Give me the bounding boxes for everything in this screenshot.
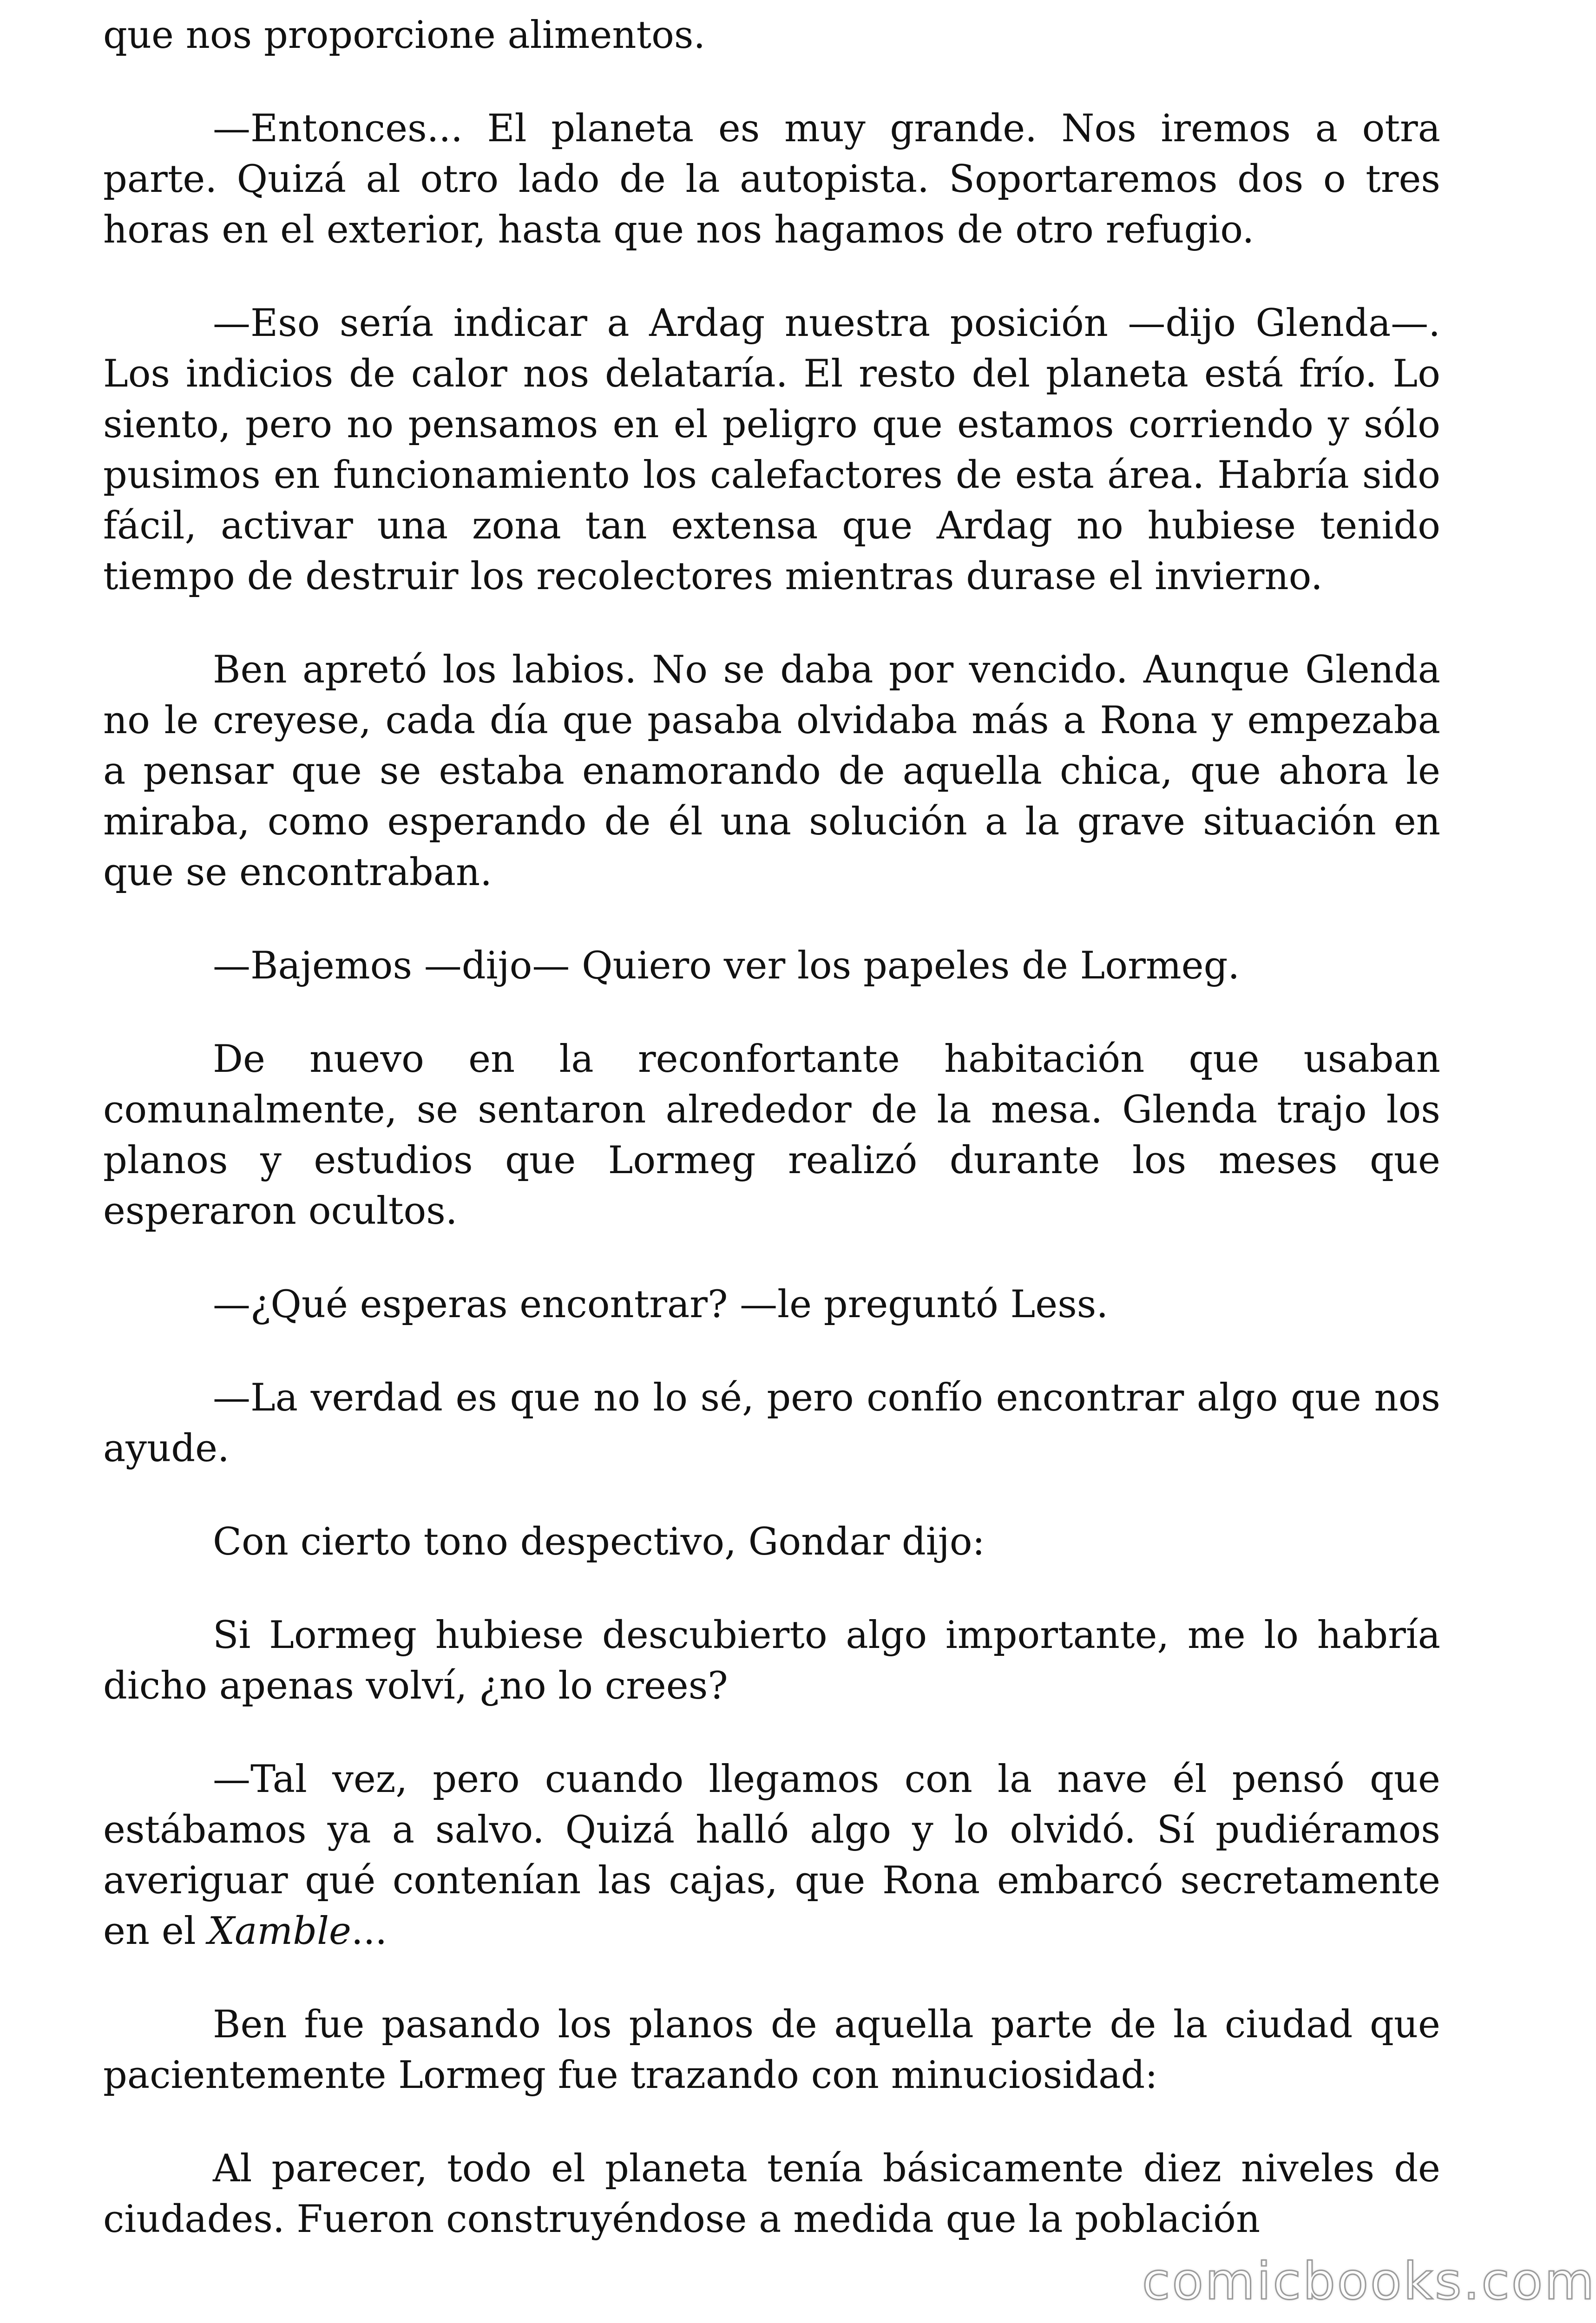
paragraph: que nos proporcione alimentos. [103,13,706,57]
book-page [103,10,1440,2245]
paragraph: —Eso sería indicar a Ardag nuestra posición —dijo Glenda—. Los indicios de calor nos delataría. El resto del planeta está frío. Lo siento, pero no pensamos en el peligro que estamos corriendo y sólo pusimos en funcionamiento los calefactores de esta área. Habría sido fácil, activar una zona tan extensa que Ardag no hubiese tenido tiempo de destruir los recolectores mientras durase el invierno. [103,302,1440,598]
watermark: comicbooks.com [1142,2251,1596,2311]
paragraph: Si Lormeg hubiese descubierto algo importante, me lo habría dicho apenas volví, ¿no lo crees? [103,1614,1440,1708]
paragraph: Al parecer, todo el planeta tenía básicamente diez niveles de ciudades. Fueron construyéndose a medida que la población [103,2147,1440,2241]
paragraph-text: ... [351,1910,388,1953]
paragraph: —Entonces... El planeta es muy grande. Nos iremos a otra parte. Quizá al otro lado de la autopista. Soportaremos dos o tres horas en el exterior, hasta que nos hagamos de otro refugio. [103,107,1440,252]
paragraph: —¿Qué esperas encontrar? —le preguntó Less. [213,1283,1109,1326]
paragraph [103,1754,1440,1957]
paragraph: —Bajemos —dijo— Quiero ver los papeles de Lormeg. [213,944,1240,988]
paragraph: Ben fue pasando los planos de aquella parte de la ciudad que pacientemente Lormeg fue trazando con minuciosidad: [103,2003,1440,2097]
paragraph: Con cierto tono despectivo, Gondar dijo: [213,1520,985,1564]
paragraph: —La verdad es que no lo sé, pero confío encontrar algo que nos ayude. [103,1376,1440,1470]
paragraph: Ben apretó los labios. No se daba por vencido. Aunque Glenda no le creyese, cada día que pasaba olvidaba más a Rona y empezaba a pensar que se estaba enamorando de aquella chica, que ahora le miraba, como esperando de él una solución a la grave situación en que se encontraban. [103,648,1440,894]
paragraph-text: —Tal vez, pero cuando llegamos con la nave él pensó que estábamos ya a salvo. Quizá halló algo y lo olvidó. Sí pudiéramos averiguar qué contenían las cajas, que Rona embarcó secretamente en el [103,1758,1440,1953]
paragraph: De nuevo en la reconfortante habitación que usaban comunalmente, se sentaron alrededor de la mesa. Glenda trajo los planos y estudios que Lormeg realizó durante los meses que esperaron ocultos. [103,1037,1440,1233]
ship-name-italic: Xamble [208,1910,351,1953]
